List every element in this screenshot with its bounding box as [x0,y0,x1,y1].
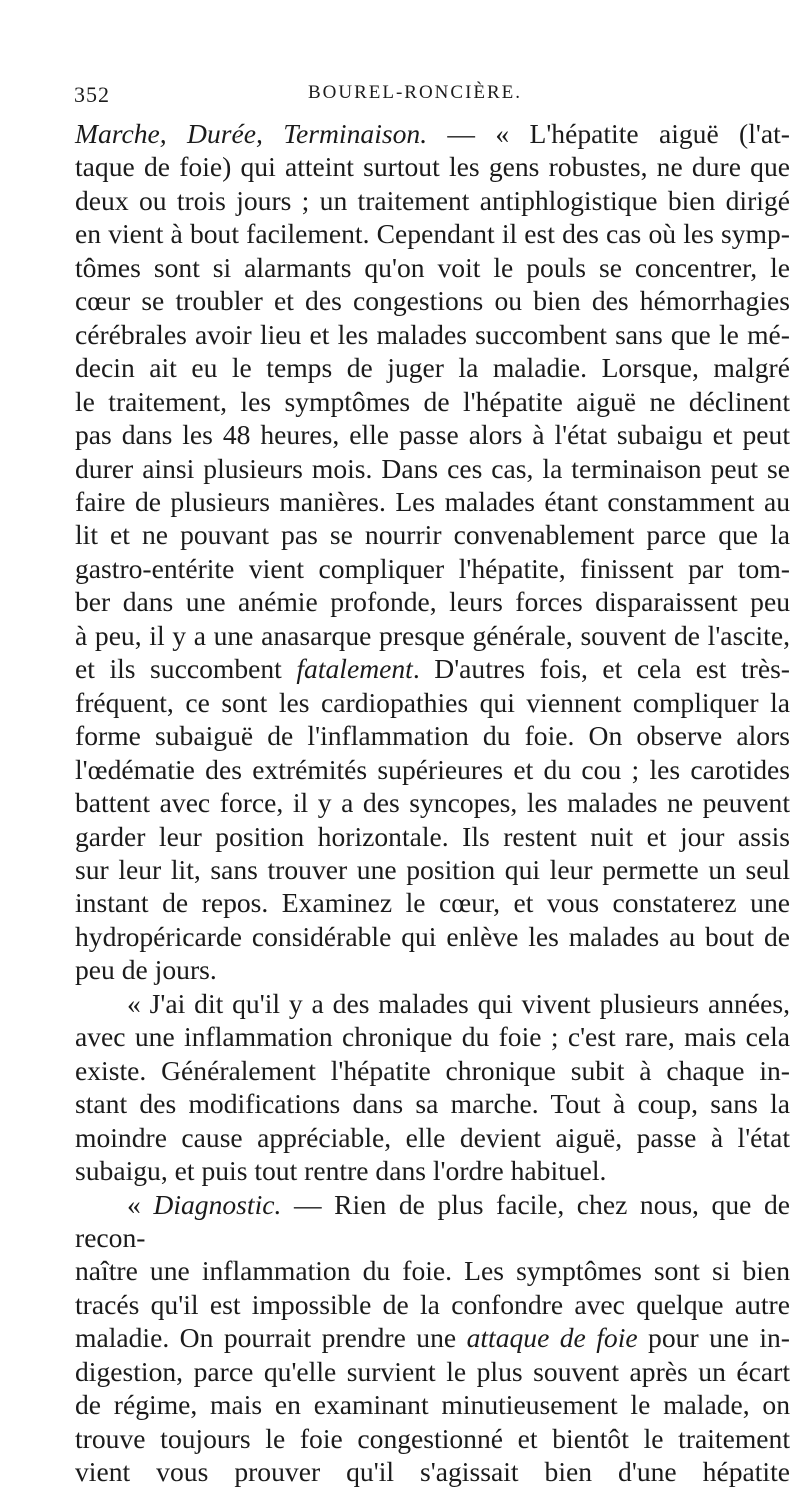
text-line: subaigu, et puis tout rentre dans l'ordre habituel. [75,1155,607,1187]
text-line: de régime, mais en examinant minutieusement le malade, on [75,1389,790,1421]
text-line: tômes sont si alarmants qu'on voit le pouls se concentrer, le [75,251,790,283]
text-line: peu de jours. [75,954,217,986]
text-line: à peu, il y a une anasarque presque générale, souvent de l'ascite, [75,619,790,651]
text-line: avec une inflammation chronique du foie ; c'est rare, mais cela [75,1021,790,1053]
text-line: maladie. On pourrait prendre une attaque de foie pour une in- [75,1322,790,1354]
text-line: cœur se troubler et des congestions ou bien des hémorrhagies [75,285,790,317]
section-heading-diagnostic: Diagnostic. [153,1188,282,1220]
emphasis-attaque-de-foie: attaque de foie [466,1322,638,1354]
text-line: faire de plusieurs manières. Les malades étant constamment au [75,485,790,517]
paragraph-diagnostic [75,1188,790,1489]
text-line: taque de foie) qui atteint surtout les gens robustes, ne dure que [75,151,790,183]
text-line: et ils succombent fatalement. D'autres fois, et cela est très- [75,653,790,685]
body-text [75,117,790,1489]
text-line: battent avec force, il y a des syncopes, les malades ne peuvent [75,787,790,819]
text-line: durer ainsi plusieurs mois. Dans ces cas, la terminaison peut se [75,452,790,484]
text-line: fréquent, ce sont les cardiopathies qui viennent compliquer la [75,686,790,718]
text-line: vient vous prouver qu'il s'agissait bien d'une hépatite [75,1456,790,1488]
text-line: pas dans les 48 heures, elle passe alors à l'état subaigu et peut [75,419,790,451]
text-line: forme subaiguë de l'inflammation du foie. On observe alors [75,720,790,752]
text-line: l'œdématie des extrémités supérieures et du cou ; les carotides [75,753,790,785]
text-line: stant des modifications dans sa marche. Tout à coup, sans la [75,1088,790,1120]
text-line: « Diagnostic. — Rien de plus facile, chez nous, que de recon- [75,1188,791,1253]
text-line: instant de repos. Examinez le cœur, et vous constaterez une [75,887,790,919]
page-header [70,82,760,114]
text-line: naître une inflammation du foie. Les symptômes sont si bien [75,1255,790,1287]
page-number: 352 [74,82,110,107]
paragraph-marche [75,117,790,987]
text-line: lit et ne pouvant pas se nourrir convenablement parce que la [75,519,790,551]
text-line: existe. Généralement l'hépatite chronique subit à chaque in- [75,1054,790,1086]
paragraph-chronique [75,987,790,1188]
text-line: ber dans une anémie profonde, leurs forces disparaissent peu [75,586,790,618]
text-line: tracés qu'il est impossible de la confondre avec quelque autre [75,1288,790,1320]
text-line: gastro-entérite vient compliquer l'hépatite, finissent par tom- [75,552,790,584]
text-line: sur leur lit, sans trouver une position qui leur permette un seul [75,853,790,885]
text-line: deux ou trois jours ; un traitement antiphlogistique bien dirigé [75,184,790,216]
text-line: le traitement, les symptômes de l'hépatite aiguë ne déclinent [75,385,790,417]
text-line: « J'ai dit qu'il y a des malades qui vivent plusieurs années, [127,987,790,1019]
text-line: cérébrales avoir lieu et les malades succombent sans que le mé- [75,318,790,350]
text-line: trouve toujours le foie congestionné et bientôt le traitement [75,1422,790,1454]
text-line: moindre cause appréciable, elle devient aiguë, passe à l'état [75,1121,790,1153]
text-line: decin ait eu le temps de juger la maladie. Lorsque, malgré [75,352,790,384]
section-heading-marche: Marche, Durée, Terminaison. [75,118,428,149]
text-line: en vient à bout facilement. Cependant il est des cas où les symp- [75,218,790,250]
text-line: digestion, parce qu'elle survient le plus souvent après un écart [75,1355,790,1387]
running-head: BOUREL-RONCIÈRE. [307,82,523,103]
emphasis-fatalement: fatalement [296,653,413,685]
text-line: Marche, Durée, Terminaison. — « L'hépatite aiguë (l'at- [75,118,790,149]
text-line: hydropéricarde considérable qui enlève les malades au bout de [75,920,790,952]
text-line: garder leur position horizontale. Ils restent nuit et jour assis [75,820,790,852]
